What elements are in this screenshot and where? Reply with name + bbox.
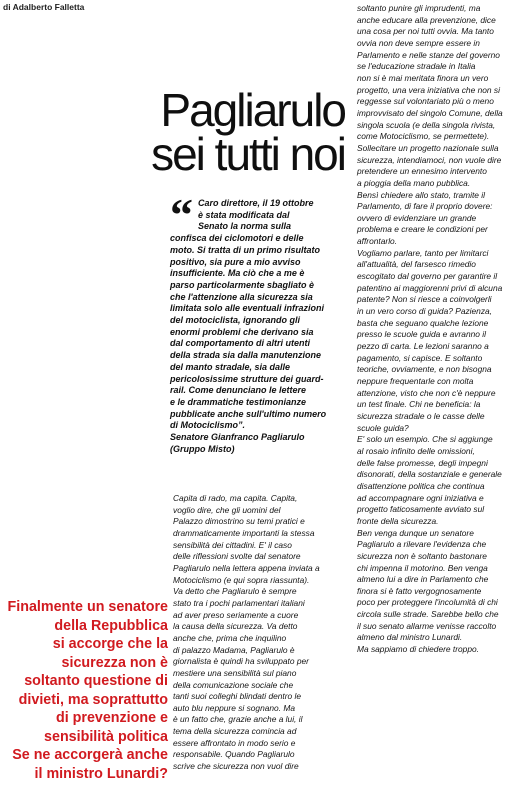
article-line: fronte della sicurezza.: [357, 515, 439, 526]
article-line: progetto, una vera iniziativa che non si: [357, 84, 500, 95]
quote-line: e le drammatiche testimonianze: [170, 396, 307, 407]
article-line: disattenzione politica che continua: [357, 480, 485, 491]
quote-line: Caro direttore, il 19 ottobre: [198, 198, 314, 208]
article-line: è un fatto che, grazie anche a lui, il: [173, 714, 303, 725]
article-line: affrontarlo.: [357, 236, 398, 247]
callout-line: sensibilità politica: [44, 728, 168, 745]
article-line: almeno lui a dire in Parlamento che: [357, 574, 489, 585]
quote-line: positivo, sia pure a mio avviso: [170, 256, 301, 267]
article-line: un test finale. Chi ne beneficia: la: [357, 399, 481, 410]
article-line: teoriche, ovviamente, e non bisogna: [357, 364, 492, 375]
article-line: ovvia non deve sempre essere in: [357, 37, 480, 48]
quote-line: (Gruppo Misto): [170, 443, 235, 454]
article-line: chi impenna il motorino. Ben venga: [357, 562, 488, 573]
article-line: una cosa per noi tutti ovvia. Ma tanto: [357, 26, 494, 37]
byline: di Adalberto Falletta: [3, 2, 85, 12]
article-line: voglio dire, che gli uomini del: [173, 504, 281, 515]
article-line: patente? Non si riesce a coinvolgerli: [357, 294, 492, 305]
article-line: Bensì chiedere allo stato, tramite il: [357, 189, 486, 200]
article-line: pagamento, si capisce. E soltanto: [357, 352, 483, 363]
article-line: Motociclismo (e qui sopra riassunta).: [173, 574, 310, 585]
quote-line: è stata modificata dal: [198, 209, 290, 220]
quote-line: pericolosissime strutture dei guard-: [170, 373, 324, 384]
article-line: anche che, prima che inquilino: [173, 632, 287, 643]
article-line: Sollecitare un progetto nazionale sulla: [357, 142, 499, 153]
article-line: tanti suoi colleghi blindati dentro le: [173, 691, 302, 702]
headline-line: Pagliarulo: [160, 84, 345, 136]
quote-line: Senatore Gianfranco Pagliarulo: [170, 432, 305, 443]
article-line: responsabile. Quando Pagliarulo: [173, 749, 295, 760]
article-line: Parlamento, di fare il proprio dovere:: [357, 201, 493, 212]
quote-line: di Motociclismo”.: [170, 420, 246, 431]
quote-text: [170, 198, 347, 455]
article-line: a pioggia della mano pubblica.: [357, 177, 471, 188]
article-line: Vogliamo parlare, tanto per limitarci: [357, 247, 489, 258]
headline: [105, 84, 345, 180]
article-line: in un vero corso di guida? Pazienza,: [357, 306, 493, 317]
article-line: neppure frequentarle con molta: [357, 376, 474, 386]
article-line: E' solo un esempio. Che si aggiunge: [357, 434, 493, 445]
quote-line: che l'attenzione alla sicurezza sia: [170, 291, 313, 302]
article-line: singola scuola (e della singola rivista,: [357, 119, 496, 130]
article-line: giornalista è quindi ha sviluppato per: [173, 656, 309, 667]
article-column-right: [357, 3, 515, 656]
article-line: tema della sicurezza comincia ad: [173, 726, 297, 737]
callout-line: di prevenzione e: [55, 710, 168, 726]
article-column-middle: [173, 493, 348, 773]
article-line: la causa della sicurezza. Va detto: [173, 621, 298, 632]
article-line: delle false promesse, degli impegni: [357, 457, 488, 468]
pull-quote-callout: [2, 598, 168, 783]
article-line: ovvero di evidenziare un grande: [357, 212, 477, 223]
article-line: se l'educazione stradale in Italia: [357, 61, 476, 72]
callout-line: della Repubblica: [54, 617, 168, 634]
quote-line: del motociclista, ignorando gli: [170, 315, 301, 326]
callout-line: Finalmente un senatore: [7, 599, 168, 615]
article-line: Capita di rado, ma capita. Capita,: [173, 493, 298, 503]
article-line: non si è mai meritata finora un vero: [357, 72, 489, 83]
article-line: sicurezza stradale o le casse delle: [357, 410, 485, 421]
article-line: delle riflessioni svolte dal senatore: [173, 551, 301, 562]
quote-line: del manto stradale, sia dalle: [170, 361, 291, 372]
article-line: sicurezza non è soltanto bastonare: [357, 550, 487, 561]
article-line: mestiere una sensibilità sul piano: [173, 667, 297, 678]
headline-line: sei tutti noi: [151, 128, 345, 180]
article-line: al rosaio infinito delle omissioni,: [357, 445, 475, 456]
quote-line: parso particolarmente sbagliato è: [170, 279, 315, 290]
senator-letter-quote: [170, 189, 347, 455]
article-line: presso le scuole guida e avranno il: [357, 329, 486, 340]
article-line: di palazzo Madama, Pagliarulo è: [173, 644, 295, 655]
article-line: soltanto punire gli imprudenti, ma: [357, 3, 481, 13]
article-line: Palazzo dimostrino su temi pratici e: [173, 516, 305, 527]
quote-line: enormi problemi che derivano sia: [170, 326, 314, 337]
article-line: Ma sappiamo di chiedere troppo.: [357, 644, 479, 655]
article-line: auto blu neppure si sognano. Ma: [173, 702, 295, 713]
article-line: ad accompagnare ogni iniziativa e: [357, 492, 484, 503]
callout-line: sicurezza non è: [61, 654, 168, 671]
callout-line: soltanto questione di: [24, 673, 168, 689]
article-line: sensibilità dei cittadini. E' il caso: [173, 539, 292, 550]
quote-mark: “: [170, 189, 193, 240]
article-line: reggesse sul volontariato più o meno: [357, 96, 494, 107]
article-line: all'attualità, del farsesco rimedio: [357, 259, 476, 270]
article-line: scrive che sicurezza non vuol dire: [173, 761, 299, 772]
article-line: poco per proteggere l'incolumità di chi: [357, 597, 498, 608]
article-line: problema e creare le condizioni per: [357, 224, 488, 235]
article-line: anche educare alla prevenzione, dice: [357, 14, 496, 25]
quote-line: pubblicate anche sull'ultimo numero: [170, 408, 327, 419]
article-line: Ben venga dunque un senatore: [357, 527, 474, 538]
quote-line: limitata solo alle eventuali infrazioni: [170, 303, 325, 314]
article-line: della comunicazione sociale che: [173, 679, 294, 690]
callout-line: Se ne accorgerà anche: [12, 747, 168, 763]
quote-line: confisca dei ciclomotori e delle: [170, 233, 304, 244]
callout-line: si accorge che la: [52, 636, 168, 652]
article-line: progetto faticosamente avviato sul: [357, 504, 485, 515]
article-line: escogitato dal governo per garantire il: [357, 271, 498, 282]
article-line: ad aver preso seriamente a cuore: [173, 609, 299, 620]
quote-line: dal comportamento di altri utenti: [170, 338, 311, 349]
quote-line: della strada sia dalla manutenzione: [170, 350, 322, 361]
article-line: sicurezza, intendiamoci, non vuole dire: [357, 154, 502, 165]
article-line: basta che seguano qualche lezione: [357, 317, 489, 328]
article-line: pretendere un ennesimo intervento: [357, 166, 487, 177]
article-line: Va detto che Pagliarulo è sempre: [173, 586, 297, 597]
article-line: attenzione, visto che non c'è neppure: [357, 387, 496, 398]
quote-line: insufficiente. Ma ciò che a me è: [170, 268, 305, 279]
article-line: finora si è fatto vergognosamente: [357, 585, 482, 596]
article-line: patentino ai maggiorenni privi di alcuna: [357, 282, 503, 293]
article-line: drammaticamente importanti la stessa: [173, 527, 315, 538]
article-line: Pagliarulo a rilevare l'evidenza che: [357, 539, 487, 550]
article-line: circola sulle strade. Sarebbe bello che: [357, 609, 499, 620]
quote-line: Senato la norma sulla: [198, 221, 292, 232]
article-line: almeno dal ministro Lunardi.: [357, 632, 463, 643]
article-line: come Motociclismo, se permettete).: [357, 131, 490, 142]
article-line: improvvisato del singolo Comune, della: [357, 107, 503, 118]
article-line: pezzo di carta. Le lezioni saranno a: [357, 341, 489, 352]
article-line: disonorati, della sostanziale e generale: [357, 469, 502, 480]
article-line: Pagliarulo nella lettera appena inviata a: [173, 562, 320, 573]
article-line: Parlamento e nelle stanze del governo: [357, 49, 500, 60]
article-line: stato tra i pochi parlamentari italiani: [173, 597, 305, 608]
article-line: il suo senato allarme venisse raccolto: [357, 620, 497, 631]
article-line: scuole guida?: [357, 422, 409, 433]
callout-line: divieti, ma soprattutto: [18, 691, 168, 708]
quote-line: moto. Si tratta di un primo risultato: [170, 244, 321, 255]
quote-line: rail. Come denunciano le lettere: [170, 385, 307, 396]
article-line: essere affrontato in modo serio e: [173, 737, 296, 748]
callout-line: il ministro Lunardi?: [34, 765, 168, 782]
